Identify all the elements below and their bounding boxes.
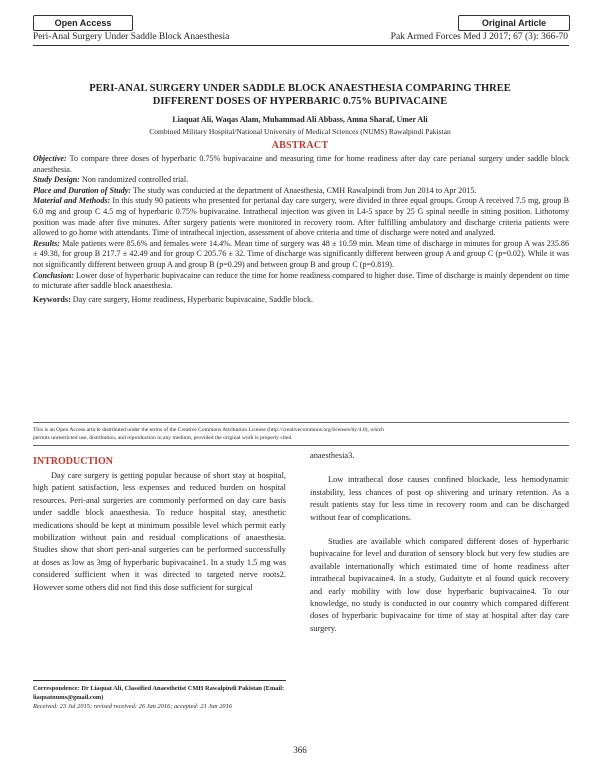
introduction-heading: INTRODUCTION (33, 456, 114, 467)
article-title (40, 82, 560, 108)
affiliation: Combined Military Hospital/National University of Medical Sciences (NUMS) Rawalpindi Pakistan (149, 127, 451, 136)
correspondence-text: Correspondence: Dr Liaquat Ali, Classified Anaesthetist CMH Rawalpindi Pakistan (Email: liaquatnums@gmail.com) (33, 685, 285, 701)
submission-dates: Received: 23 Jul 2015; revised received: 26 Jan 2016; accepted: 21 Jun 2016 (33, 703, 232, 710)
abstract-results: Results: Male patients were 85.6% and females were 14.4%. Mean time of surgery was 48 ± 10.59 min. Mean time of discharge in minutes for group A was 235.86 ± 49.38, for group B 217.7 ± 42.49 and for group C 205.76 ± 32. Time of discharge was significantly different between group A and group C (p=0.02). While it was not significantly different between group A and group B (p=0.29) and between group B and group C (p=0.819). (33, 238, 569, 269)
running-title: Peri-Anal Surgery Under Saddle Block Anaesthesia (33, 32, 230, 42)
title-line-2: DIFFERENT DOSES OF HYPERBARIC 0.75% BUPIVACAINE (152, 96, 448, 107)
title-line-1: PERI-ANAL SURGERY UNDER SADDLE BLOCK ANAESTHESIA COMPARING THREE (89, 83, 511, 94)
correspondence-footnote (33, 680, 286, 711)
page-number: 366 (293, 745, 307, 755)
abstract-heading: ABSTRACT (271, 140, 329, 151)
header-divider (33, 45, 569, 46)
intro-paragraph-3: Studies are available which compared different doses of hyperbaric bupivacaine for level and duration of sensory block but very few studies are available internationally which estimated time of home readiness after intrathecal bupivacaine4. In a study, Gudaityte et al found quick recovery and early mobility with low dose hyperbaric bupivacaine4. To our knowledge, no study is conducted in our country which compared different doses of hyperbaric bupivacaine for time of stay at hospital after day care surgery. (310, 537, 569, 633)
abstract-place: Place and Duration of Study: The study was conducted at the department of Anaesthesia, CMH Rawalpindi from Jun 2014 to Apr 2015. (33, 185, 477, 195)
intro-paragraph-1-continued: anaesthesia3. (310, 451, 355, 460)
left-column (33, 470, 286, 594)
author-list: Liaquat Ali, Waqas Alam, Muhammad Ali Abbass, Amna Sharaf, Umer Ali (172, 115, 428, 124)
abstract-body (33, 154, 569, 305)
intro-paragraph-2: Low intrathecal dose causes confined blockade, less hemodynamic instability, less chances of post op shivering and urinary retention. As a result patients stay for less time in recovery room and can be discharged without fear of complications. (310, 475, 569, 522)
abstract-keywords: Keywords: Day care surgery, Home readiness, Hyperbaric bupivacaine, Saddle block. (33, 294, 314, 304)
abstract-methods: Material and Methods: In this study 90 patients who presented for perianal day care surgery, were divided in three equal groups. Group A received 7.5 mg, group B 6.0 mg and group C 4.5 mg of hyperbaric 0.75% bupivacaine. Intrathecal injection was given in L4-5 space by 25 G spinal needle in sitting position. Lithotomy position was made after five minutes. After surgery patients were monitored in recovery room. After fulfilling ambulatory and discharge criteria patients were allowed to go home with attendants. Time of intrathecal injection, assessment of above criteria and time of discharge were noted and analyzed. (33, 196, 570, 238)
license-divider-bottom (33, 445, 569, 446)
license-divider-top (33, 422, 569, 423)
abstract-design: Study Design: Non randomized controlled trial. (33, 175, 189, 185)
abstract-conclusion: Conclusion: Lower dose of hyperbaric bupivacaine can reduce the time for home readiness compared to higher dose. Time of discharge is mainly dependent on time to micturate after saddle block anaesthesia. (33, 270, 569, 291)
right-column (310, 450, 569, 635)
open-access-badge: Open Access (33, 15, 133, 31)
license-notice: This is an Open Access article distributed under the terms of the Creative Commons Attribution License (http://creativecommons.org/licenses/by/4.0), which permits unrestricted use, distribution, and reproduction in any medium, provided the original work is properly cited. (33, 427, 384, 441)
intro-paragraph-1: Day care surgery is getting popular because of short stay at hospital, high patient satisfaction, less expenses and reduced burden on hospital resources. Peri-anal surgeries are commonly performed on day care basis under saddle block anaesthesia. To reduce hospital stay, anesthetic medications should be kept at minimum possible level which permit early mobilization without pain and residual complications of anaesthesia. Studies show that short peri-anal surgeries can be performed successfully at doses as low as 3mg of hyperbaric bupivacaine1. In a study 1.5 mg was considered sufficient when it was directed to targeted nerve roots2. However some others did not find this dose sufficient for surgical (33, 471, 286, 592)
abstract-objective: Objective: To compare three doses of hyperbaric 0.75% bupivacaine and measuring time for home readiness after day care perianal surgery under saddle block anaesthesia. (33, 154, 569, 174)
article-type-badge: Original Article (458, 15, 570, 31)
journal-citation: Pak Armed Forces Med J 2017; 67 (3): 366-70 (390, 32, 568, 42)
